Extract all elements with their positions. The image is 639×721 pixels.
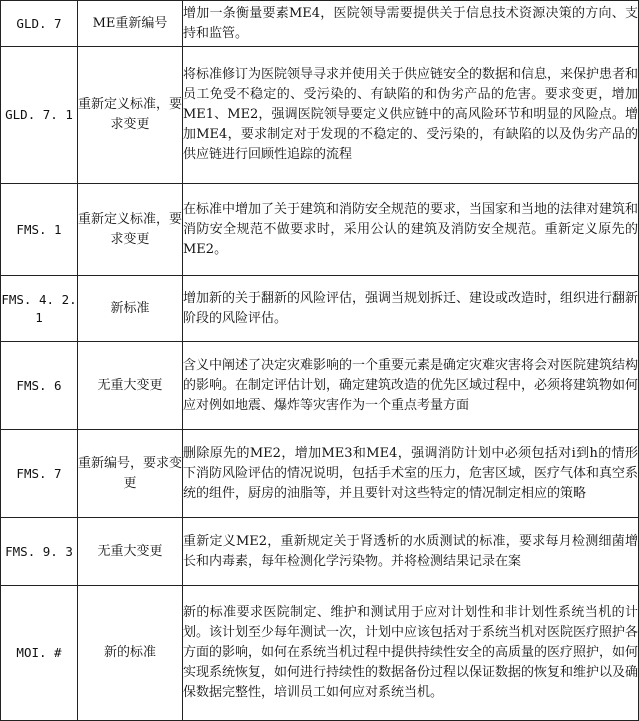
change-description: 增加新的关于翻新的风险评估，强调当规划拆迁、建设或改造时，组织进行翻新阶段的风险评估。 bbox=[183, 276, 639, 342]
change-type: ME重新编号 bbox=[78, 1, 183, 47]
table-row bbox=[1, 342, 639, 430]
standard-code: FMS. 1 bbox=[1, 184, 78, 276]
standard-code: FMS. 6 bbox=[1, 342, 78, 430]
change-description: 新的标准要求医院制定、维护和测试用于应对计划性和非计划性系统当机的计划。该计划至少每年测试一次，计划中应该包括对于系统当机对医院医疗照护各方面的影响，如何在系统当机过程中提供持续性安全的高质量的医疗照护，如何实现系统恢复，如何进行持续性的数据备份过程以保证数据的恢复和维护以及确保数据完整性，培训员工如何应对系统当机。 bbox=[183, 586, 639, 721]
table-row bbox=[1, 586, 639, 721]
table-row bbox=[1, 518, 639, 586]
change-description: 在标准中增加了关于建筑和消防安全规范的要求，当国家和当地的法律对建筑和消防安全规范不做要求时，采用公认的建筑及消防安全规范。重新定义原先的ME2。 bbox=[183, 184, 639, 276]
change-description: 删除原先的ME2，增加ME3和ME4，强调消防计划中必须包括对i到h的情形下消防风险评估的情况说明，包括手术室的压力，危害区域，医疗气体和真空系统的组件，厨房的油脂等，并且要针对这些特定的情况制定相应的策略 bbox=[183, 430, 639, 518]
standard-code: FMS. 4. 2. 1 bbox=[1, 276, 78, 342]
change-description: 将标准修订为医院领导寻求并使用关于供应链安全的数据和信息，来保护患者和员工免受不稳定的、受污染的、有缺陷的和伪劣产品的危害。要求变更，增加ME1、ME2，强调医院领导要定义供应链中的高风险环节和明显的风险点。增加ME4，要求制定对于发现的不稳定的、受污染的，有缺陷的以及伪劣产品的供应链进行回顾性追踪的流程 bbox=[183, 47, 639, 184]
change-type: 重新定义标准，要求变更 bbox=[78, 184, 183, 276]
table-row bbox=[1, 184, 639, 276]
change-type: 无重大变更 bbox=[78, 518, 183, 586]
standard-code: GLD. 7. 1 bbox=[1, 47, 78, 184]
change-description: 重新定义ME2，重新规定关于肾透析的水质测试的标准，要求每月检测细菌增长和内毒素，每年检测化学污染物。并将检测结果记录在案 bbox=[183, 518, 639, 586]
change-description: 增加一条衡量要素ME4，医院领导需要提供关于信息技术资源决策的方向、支持和监管。 bbox=[183, 1, 639, 47]
standard-code: FMS. 9. 3 bbox=[1, 518, 78, 586]
change-type: 无重大变更 bbox=[78, 342, 183, 430]
standard-code: GLD. 7 bbox=[1, 1, 78, 47]
table-row bbox=[1, 276, 639, 342]
table-row bbox=[1, 430, 639, 518]
standard-code: MOI. # bbox=[1, 586, 78, 721]
change-type: 重新定义标准，要求变更 bbox=[78, 47, 183, 184]
standard-code: FMS. 7 bbox=[1, 430, 78, 518]
change-type: 新标准 bbox=[78, 276, 183, 342]
table-row bbox=[1, 47, 639, 184]
change-description: 含义中阐述了决定灾难影响的一个重要元素是确定灾难灾害将会对医院建筑结构的影响。在制定评估计划，确定建筑改造的优先区域过程中，必须将建筑物如何应对例如地震、爆炸等灾害作为一个重点考量方面 bbox=[183, 342, 639, 430]
table-row bbox=[1, 1, 639, 47]
change-type: 重新编号，要求变更 bbox=[78, 430, 183, 518]
change-type: 新的标准 bbox=[78, 586, 183, 721]
